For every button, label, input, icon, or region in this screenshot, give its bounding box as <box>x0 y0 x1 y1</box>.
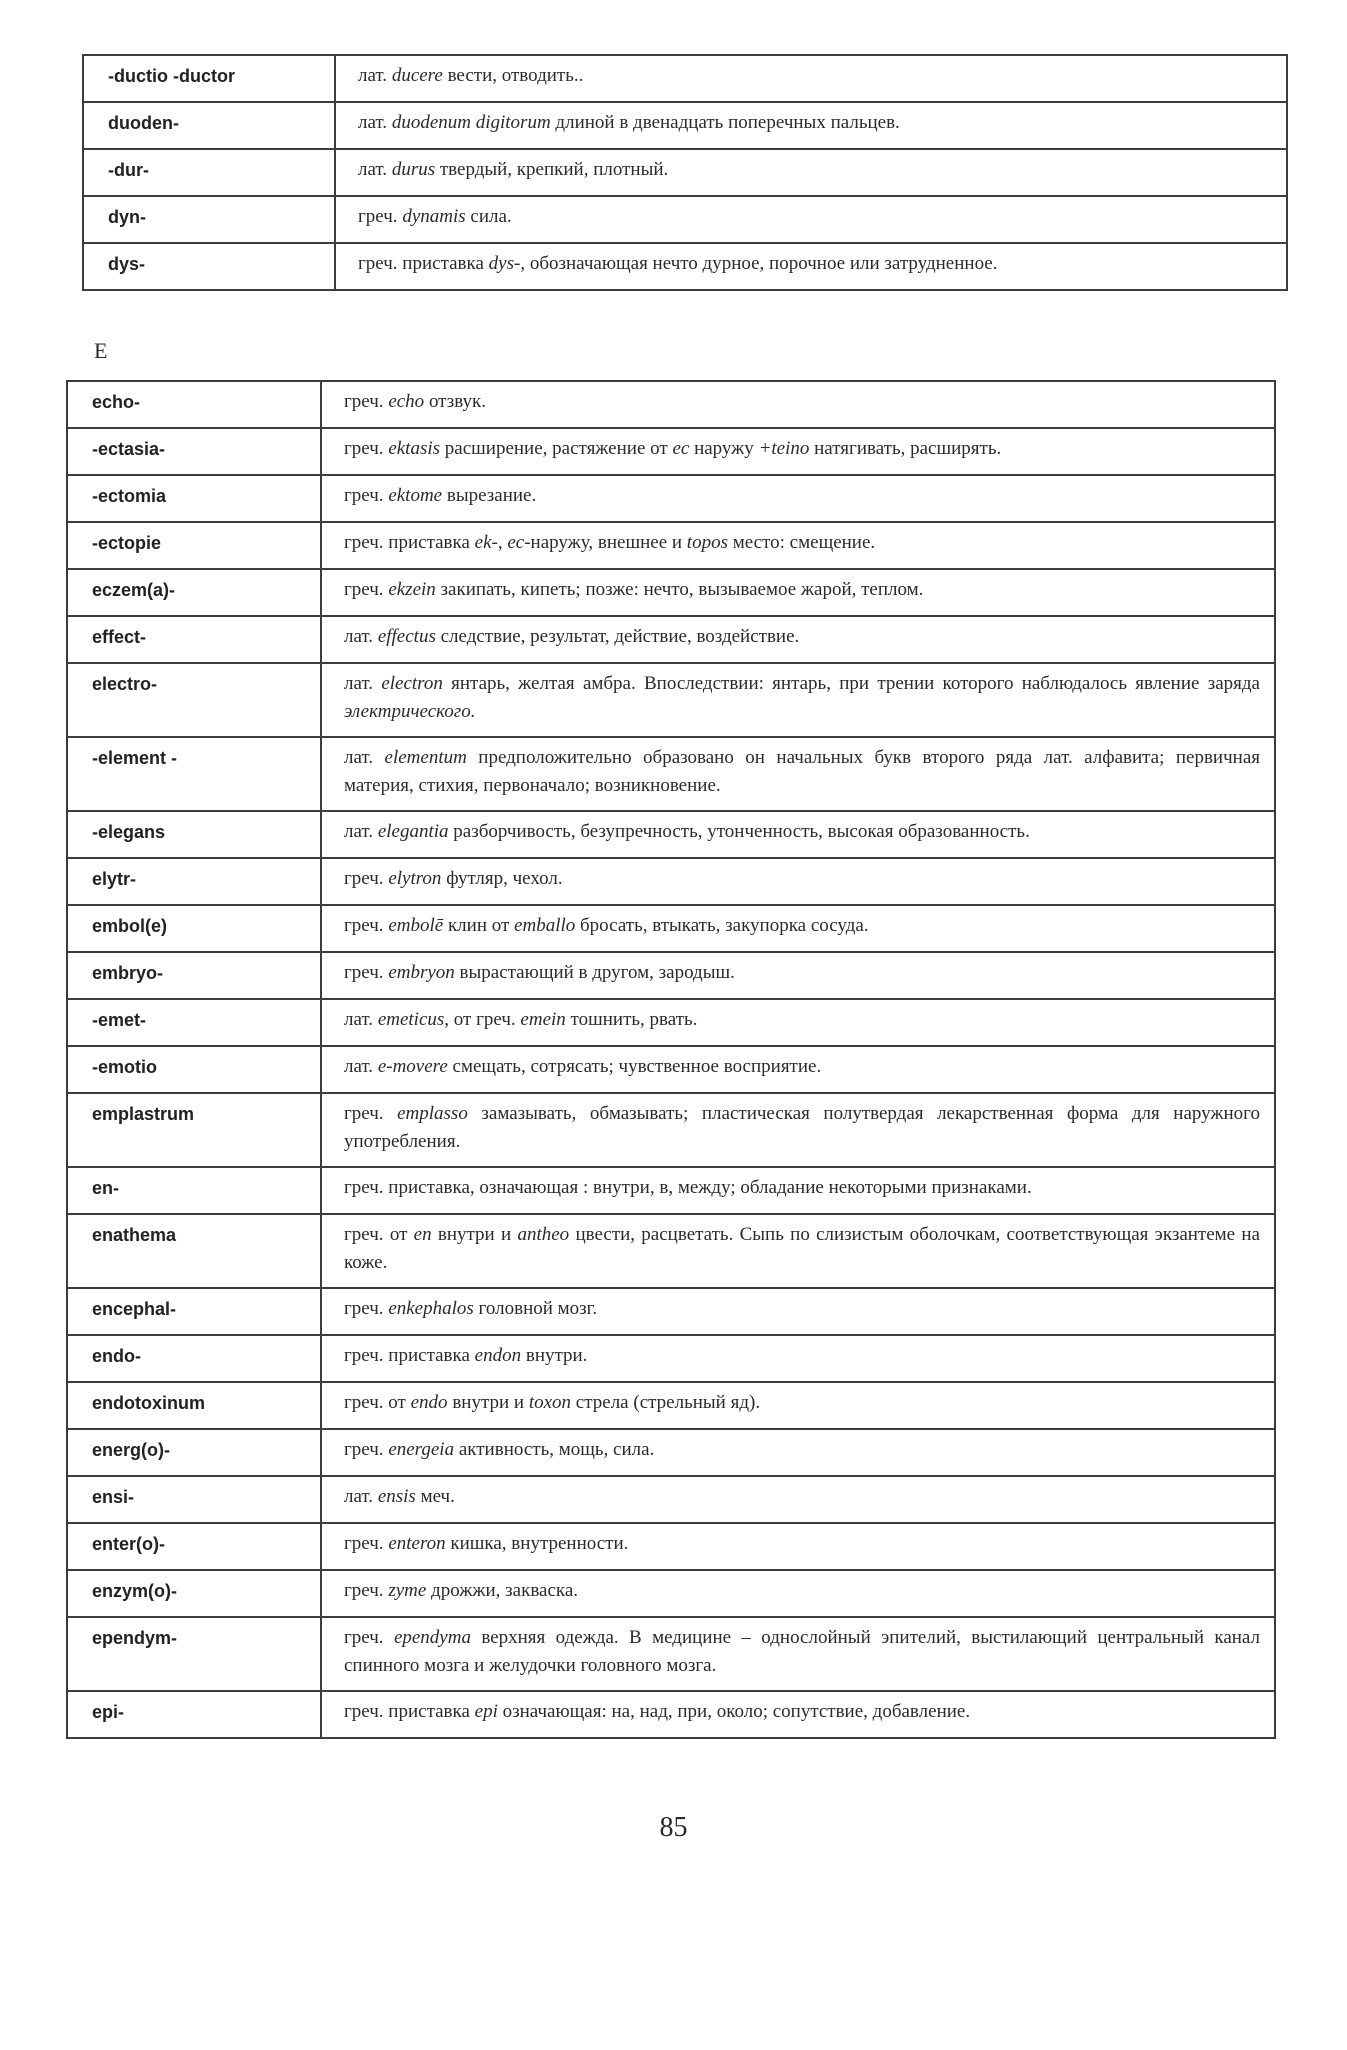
table-row <box>67 858 1275 905</box>
definition-text-segment: активность, мощь, сила. <box>454 1439 655 1460</box>
definition-text-segment: греч. приставка <box>344 1345 475 1366</box>
definition-italic-segment: topos <box>686 532 728 553</box>
term-cell: dyn- <box>83 196 335 243</box>
definition-italic-segment: echo <box>388 391 425 412</box>
definition-text-segment: греч. <box>344 1627 394 1648</box>
definition-text-segment: футляр, чехол. <box>441 868 563 889</box>
definition-italic-segment: embolē <box>388 915 444 936</box>
definition-italic-segment: ependyma <box>393 1627 471 1648</box>
definition-text-segment: кишка, внутренности. <box>445 1533 629 1554</box>
definition-text-segment: лат. <box>358 65 392 86</box>
definition-text-segment: смещать, сотрясать; чувственное восприятие. <box>447 1056 822 1077</box>
definition-italic-segment: ektome <box>388 485 443 506</box>
table-row <box>67 1093 1275 1167</box>
term-cell: -ductio -ductor <box>83 55 335 102</box>
term-cell: en- <box>67 1167 321 1214</box>
definition-italic-segment: enkephalos <box>388 1298 474 1319</box>
term-cell: endo- <box>67 1335 321 1382</box>
table-row <box>67 905 1275 952</box>
definition-text-segment: место: смещение. <box>727 532 876 553</box>
definition-cell <box>321 1046 1275 1093</box>
definition-cell <box>321 999 1275 1046</box>
definition-text-segment: цвести, расцветать. Сыпь по слизистым оболочкам, соответствующая экзантеме на коже. <box>344 1224 1260 1273</box>
term-cell: -ectomia <box>67 475 321 522</box>
term-cell: duoden- <box>83 102 335 149</box>
term-cell: -elegans <box>67 811 321 858</box>
definition-text-segment: отзвук. <box>424 391 487 412</box>
definition-text-segment: лат. <box>344 821 378 842</box>
definition-text-segment: расширение, растяжение от <box>440 438 673 459</box>
table-row <box>67 475 1275 522</box>
table-row <box>67 811 1275 858</box>
term-cell: -ectasia- <box>67 428 321 475</box>
definition-cell <box>321 475 1275 522</box>
definition-text-segment: лат. <box>344 673 382 694</box>
definition-cell <box>335 102 1287 149</box>
definition-cell <box>335 196 1287 243</box>
definition-text-segment: клин от <box>443 915 515 936</box>
definition-text-segment: твердый, крепкий, плотный. <box>435 159 669 180</box>
table-row <box>83 102 1287 149</box>
definition-text-segment: греч. приставка <box>358 253 489 274</box>
term-cell: enter(o)- <box>67 1523 321 1570</box>
definition-text-segment: греч. <box>344 485 389 506</box>
definition-cell <box>321 1288 1275 1335</box>
definition-text-segment: вырезание. <box>442 485 537 506</box>
definition-text-segment: лат. <box>344 626 378 647</box>
table-row <box>67 952 1275 999</box>
definition-text-segment: , <box>497 532 508 553</box>
definition-italic-segment: emplasso <box>397 1103 468 1124</box>
definition-italic-segment: +teino <box>758 438 810 459</box>
table-row <box>67 522 1275 569</box>
definition-text-segment: греч. <box>344 579 389 600</box>
table-row <box>67 428 1275 475</box>
table-row <box>67 1214 1275 1288</box>
definition-italic-segment: dynamis <box>402 206 466 227</box>
definition-cell <box>321 1335 1275 1382</box>
definition-cell <box>321 952 1275 999</box>
definition-text-segment: греч. <box>344 1533 389 1554</box>
definition-text-segment: вести, отводить.. <box>442 65 584 86</box>
definition-cell <box>335 149 1287 196</box>
term-cell: -ectopie <box>67 522 321 569</box>
term-cell: enzym(o)- <box>67 1570 321 1617</box>
definition-italic-segment: elegantia <box>377 821 449 842</box>
term-cell: -emotio <box>67 1046 321 1093</box>
definition-text-segment: греч. <box>344 391 389 412</box>
definition-cell <box>321 428 1275 475</box>
definition-cell <box>321 1167 1275 1214</box>
definition-italic-segment: emeticus <box>377 1009 445 1030</box>
table-row <box>67 1523 1275 1570</box>
definition-cell <box>321 616 1275 663</box>
definition-cell <box>321 1214 1275 1288</box>
definition-italic-segment: emein <box>520 1009 566 1030</box>
table-row <box>67 569 1275 616</box>
definition-text-segment: лат. <box>358 112 392 133</box>
definition-text-segment: греч. <box>344 915 389 936</box>
definition-cell <box>321 569 1275 616</box>
definition-italic-segment: ec <box>672 438 690 459</box>
definition-text-segment: греч. <box>344 1580 389 1601</box>
definition-text-segment: греч. приставка, означающая : внутри, в, между; обладание некоторыми признаками. <box>344 1177 1032 1198</box>
definition-italic-segment: elytron <box>388 868 442 889</box>
definition-cell <box>321 905 1275 952</box>
definition-text-segment: греч. от <box>344 1392 411 1413</box>
definition-text-segment: меч. <box>415 1486 455 1507</box>
definition-text-segment: верхняя одежда. В медицине – однослойный эпителий, выстилающий центральный канал спинного мозга и желудочки головного мозга. <box>344 1627 1261 1676</box>
definition-text-segment: греч. <box>358 206 403 227</box>
table-row <box>83 196 1287 243</box>
definition-italic-segment: emballo <box>514 915 576 936</box>
definition-cell <box>321 1476 1275 1523</box>
term-cell: eczem(a)- <box>67 569 321 616</box>
definition-cell <box>321 858 1275 905</box>
table-row <box>83 149 1287 196</box>
term-cell: endotoxinum <box>67 1382 321 1429</box>
definition-text-segment: длиной в двенадцать поперечных пальцев. <box>550 112 900 133</box>
definition-italic-segment: ektasis <box>388 438 441 459</box>
term-cell: -dur- <box>83 149 335 196</box>
definition-text-segment: замазывать, обмазывать; пластическая полутвердая лекарственная форма для наружного употребления. <box>344 1103 1260 1152</box>
definition-text-segment: греч. <box>344 438 389 459</box>
definition-cell <box>321 1617 1275 1691</box>
definition-cell <box>335 243 1287 290</box>
definition-italic-segment: enteron <box>388 1533 446 1554</box>
table-row <box>67 663 1275 737</box>
definition-text-segment: лат. <box>344 1486 378 1507</box>
definition-text-segment: внутри. <box>521 1345 588 1366</box>
definition-italic-segment: ducere <box>391 65 443 86</box>
term-cell: electro- <box>67 663 321 737</box>
definition-text-segment: лат. <box>344 1009 378 1030</box>
definition-text-segment: разборчивость, безупречность, утонченность, высокая образованность. <box>448 821 1030 842</box>
term-cell: embol(e) <box>67 905 321 952</box>
definition-cell <box>335 55 1287 102</box>
definition-text-segment: греч. приставка <box>344 532 475 553</box>
term-cell: epi- <box>67 1691 321 1738</box>
definition-text-segment: дрожжи, закваска. <box>426 1580 579 1601</box>
table-row <box>67 616 1275 663</box>
definition-text-segment: тошнить, рвать. <box>565 1009 698 1030</box>
table-row <box>67 1429 1275 1476</box>
section-letter: E <box>94 338 108 363</box>
table-row <box>67 1046 1275 1093</box>
table-row <box>67 1617 1275 1691</box>
definition-text-segment: лат. <box>344 1056 378 1077</box>
definition-text-segment: предположительно образовано он начальных букв второго ряда лат. алфавита; первичная материя, стихия, первоначало; возникновение. <box>344 747 1260 796</box>
definition-text-segment: , от греч. <box>444 1009 521 1030</box>
definition-text-segment: лат. <box>344 747 385 768</box>
table-row <box>83 55 1287 102</box>
definition-text-segment: греч. от <box>344 1224 414 1245</box>
definition-cell <box>321 663 1275 737</box>
term-cell: emplastrum <box>67 1093 321 1167</box>
definition-cell <box>321 1093 1275 1167</box>
definition-text-segment: греч. <box>344 1298 389 1319</box>
term-cell: -element - <box>67 737 321 811</box>
table-row <box>67 1691 1275 1738</box>
table-row <box>67 1476 1275 1523</box>
definition-text-segment: , обозначающая нечто дурное, порочное или затрудненное. <box>520 253 998 274</box>
definition-italic-segment: durus <box>391 159 436 180</box>
definition-italic-segment: ek- <box>474 532 498 553</box>
dictionary-table-e <box>66 380 1276 1739</box>
term-cell: echo- <box>67 381 321 428</box>
table-row <box>83 243 1287 290</box>
definition-italic-segment: электрического. <box>344 701 476 722</box>
definition-text-segment: бросать, втыкать, закупорка сосуда. <box>575 915 869 936</box>
table-row <box>67 1167 1275 1214</box>
table-row <box>67 1382 1275 1429</box>
definition-italic-segment: duodenum digitorum <box>391 112 551 133</box>
definition-text-segment: натягивать, расширять. <box>809 438 1002 459</box>
definition-text-segment: вырастающий в другом, зародыш. <box>454 962 735 983</box>
definition-text-segment: головной мозг. <box>473 1298 598 1319</box>
term-cell: energ(o)- <box>67 1429 321 1476</box>
page-number: 85 <box>659 1812 688 1843</box>
term-cell: effect- <box>67 616 321 663</box>
definition-text-segment: сила. <box>465 206 512 227</box>
definition-text-segment: наружу <box>689 438 759 459</box>
term-cell: ependym- <box>67 1617 321 1691</box>
definition-cell <box>321 1691 1275 1738</box>
definition-text-segment: внутри и <box>431 1224 518 1245</box>
term-cell: embryo- <box>67 952 321 999</box>
definition-text-segment: янтарь, желтая амбра. Впоследствии: янтарь, при трении которого наблюдалось явление заряда <box>442 673 1260 694</box>
definition-italic-segment: endon <box>474 1345 522 1366</box>
definition-italic-segment: embryon <box>388 962 455 983</box>
definition-italic-segment: antheo <box>517 1224 570 1245</box>
definition-text-segment: греч. <box>344 1439 389 1460</box>
definition-text-segment: стрела (стрельный яд). <box>571 1392 761 1413</box>
term-cell: elytr- <box>67 858 321 905</box>
definition-cell <box>321 522 1275 569</box>
definition-text-segment: внутри и <box>447 1392 529 1413</box>
definition-text-segment: следствие, результат, действие, воздействие. <box>435 626 800 647</box>
table-row <box>67 1288 1275 1335</box>
term-cell: dys- <box>83 243 335 290</box>
definition-cell <box>321 1429 1275 1476</box>
definition-cell <box>321 1570 1275 1617</box>
definition-italic-segment: endo <box>410 1392 448 1413</box>
definition-text-segment: означающая: на, над, при, около; сопутствие, добавление. <box>497 1701 971 1722</box>
term-cell: encephal- <box>67 1288 321 1335</box>
term-cell: -emet- <box>67 999 321 1046</box>
definition-italic-segment: electron <box>381 673 443 694</box>
definition-italic-segment: dys- <box>488 253 521 274</box>
definition-cell <box>321 811 1275 858</box>
definition-italic-segment: en <box>413 1224 432 1245</box>
definition-text-segment: закипать, кипеть; позже: нечто, вызываемое жарой, теплом. <box>435 579 924 600</box>
table-row <box>67 1570 1275 1617</box>
term-cell: enathema <box>67 1214 321 1288</box>
definition-italic-segment: toxon <box>528 1392 572 1413</box>
definition-cell <box>321 1523 1275 1570</box>
table-row <box>67 381 1275 428</box>
table-row <box>67 1335 1275 1382</box>
definition-italic-segment: zyme <box>388 1580 427 1601</box>
term-cell: ensi- <box>67 1476 321 1523</box>
table-row <box>67 737 1275 811</box>
definition-italic-segment: epi <box>474 1701 498 1722</box>
definition-text-segment: греч. <box>344 962 389 983</box>
dictionary-table-d <box>82 54 1288 291</box>
definition-italic-segment: e-movere <box>377 1056 448 1077</box>
definition-italic-segment: ec <box>507 532 525 553</box>
definition-italic-segment: ensis <box>377 1486 416 1507</box>
definition-italic-segment: energeia <box>388 1439 455 1460</box>
definition-cell <box>321 737 1275 811</box>
definition-cell <box>321 381 1275 428</box>
definition-italic-segment: elementum <box>384 747 467 768</box>
table-row <box>67 999 1275 1046</box>
definition-cell <box>321 1382 1275 1429</box>
definition-text-segment: греч. <box>344 868 389 889</box>
definition-text-segment: -наружу, внешнее и <box>524 532 687 553</box>
definition-text-segment: лат. <box>358 159 392 180</box>
definition-italic-segment: effectus <box>377 626 436 647</box>
definition-italic-segment: ekzein <box>388 579 436 600</box>
definition-text-segment: греч. приставка <box>344 1701 475 1722</box>
definition-text-segment: греч. <box>344 1103 398 1124</box>
